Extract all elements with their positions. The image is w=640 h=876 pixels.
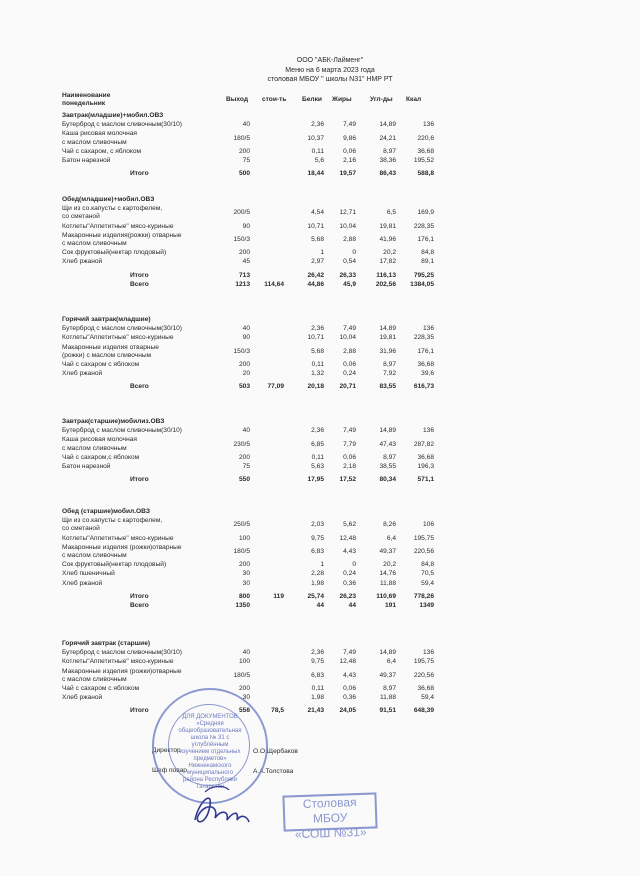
round-stamp-line: школа № 31 с углублённым bbox=[190, 735, 230, 748]
dish-carbs: 38,36 bbox=[379, 157, 396, 164]
dish-name: Бутерброд с маслом сливочным(30/10) bbox=[62, 649, 183, 657]
dish-kcal: 220,6 bbox=[417, 134, 434, 142]
dish-kcal: 106 bbox=[422, 521, 434, 529]
total-cost: 114,64 bbox=[264, 280, 284, 288]
director-role: Директор bbox=[152, 747, 181, 754]
dish-protein: 1,32 bbox=[311, 370, 324, 378]
dish-kcal: 136 bbox=[422, 427, 434, 435]
dish-name: Сок фруктовый(нектар плодовый) bbox=[62, 561, 167, 569]
dish-fat: 0,06 bbox=[343, 147, 356, 155]
dish-kcal: 136 bbox=[422, 121, 434, 129]
dish-protein: 4,54 bbox=[311, 209, 324, 217]
dish-carbs: 8,97 bbox=[383, 685, 396, 692]
dish-fat: 2,16 bbox=[343, 157, 356, 164]
dish-protein: 6,83 bbox=[311, 671, 324, 679]
dish-carbs: 47,43 bbox=[379, 440, 396, 448]
dish-carbs: 11,88 bbox=[379, 579, 396, 587]
total-fat: 45,9 bbox=[343, 280, 356, 288]
dish-protein: 1,98 bbox=[311, 694, 324, 702]
dish-name: Щи из со.капусты с картофелем, bbox=[62, 205, 163, 213]
rect-stamp-line-1: Столовая МБОУ bbox=[302, 795, 357, 826]
total-label: Всего bbox=[130, 602, 149, 609]
total-label: Всего bbox=[130, 280, 149, 288]
dish-fat: 2,88 bbox=[343, 347, 356, 355]
total-fat: 20,71 bbox=[339, 383, 356, 391]
dish-output: 180/5 bbox=[233, 134, 250, 142]
dish-output: 30 bbox=[242, 570, 250, 578]
dish-protein: 9,75 bbox=[311, 534, 324, 542]
dish-fat: 0 bbox=[352, 561, 356, 569]
dish-kcal: 287,82 bbox=[413, 440, 434, 448]
dish-name: Котлеты"Аппетитные" мясо-куриные bbox=[62, 534, 174, 542]
dish-fat: 12,71 bbox=[339, 209, 356, 217]
dish-output: 100 bbox=[238, 658, 250, 666]
total-kcal: 571,1 bbox=[417, 476, 434, 484]
dish-kcal: 84,8 bbox=[421, 561, 434, 569]
total-protein: 25,74 bbox=[307, 592, 324, 600]
dish-output: 40 bbox=[242, 649, 250, 657]
dish-carbs: 38,55 bbox=[379, 463, 396, 470]
col-output: Выход bbox=[226, 96, 249, 103]
total-kcal: 1349 bbox=[419, 602, 434, 609]
section-title: Горячий завтрак (старшие) bbox=[62, 640, 151, 647]
dish-protein: 0,11 bbox=[311, 361, 324, 368]
dish-output: 200 bbox=[238, 685, 250, 692]
total-kcal: 588,8 bbox=[417, 170, 434, 178]
dish-name: Хлеб ржаной bbox=[62, 258, 103, 266]
dish-fat: 5,62 bbox=[343, 521, 356, 529]
dish-protein: 6,85 bbox=[311, 440, 324, 448]
dish-name: Бутерброд с маслом сливочным(30/10) bbox=[62, 121, 183, 129]
dish-kcal: 195,52 bbox=[413, 157, 434, 164]
total-protein: 18,44 bbox=[307, 170, 324, 178]
dish-output: 200 bbox=[238, 561, 250, 569]
dish-fat: 0,24 bbox=[343, 570, 356, 578]
dish-kcal: 195,75 bbox=[413, 658, 434, 666]
total-kcal: 648,39 bbox=[413, 707, 434, 715]
dish-protein: 0,11 bbox=[311, 685, 324, 692]
dish-name: Макаронные изделия отварные bbox=[62, 343, 159, 351]
total-label: Итого bbox=[130, 271, 149, 279]
dish-protein: 0,11 bbox=[311, 147, 324, 155]
dish-kcal: 136 bbox=[422, 649, 434, 657]
total-output: 1213 bbox=[235, 280, 250, 288]
total-carbs: 91,51 bbox=[379, 707, 396, 715]
total-label: Всего bbox=[130, 383, 149, 391]
canteen-rect-stamp bbox=[282, 792, 377, 842]
dish-name: Батон нарезной bbox=[62, 463, 111, 470]
dish-carbs: 14,89 bbox=[379, 427, 396, 435]
director-name: О.О.Щербаков bbox=[253, 748, 298, 755]
col-kcal: Ккал bbox=[406, 96, 422, 103]
dish-protein: 5,6 bbox=[314, 157, 324, 164]
dish-name: Чай с сахаром,с яблоком bbox=[62, 453, 140, 461]
total-output: 500 bbox=[238, 170, 250, 178]
dish-name: Чай с сахаром, с яблоком bbox=[62, 147, 142, 155]
total-output: 800 bbox=[238, 592, 250, 600]
total-fat: 44 bbox=[348, 602, 356, 609]
dish-name: Каша рисовая молочная bbox=[62, 130, 137, 138]
dish-kcal: 36,68 bbox=[417, 361, 434, 368]
dish-output: 75 bbox=[242, 463, 250, 470]
dish-fat: 4,43 bbox=[343, 547, 356, 555]
dish-kcal: 220,56 bbox=[413, 547, 434, 555]
menu-date: Меню на 6 марта 2023 года bbox=[285, 67, 375, 74]
dish-kcal: 176,1 bbox=[417, 347, 434, 355]
dish-carbs: 6,4 bbox=[386, 534, 396, 542]
dish-carbs: 19,81 bbox=[379, 334, 396, 342]
dish-output: 45 bbox=[242, 258, 250, 266]
col-carbs: Угл-ды bbox=[370, 96, 393, 103]
total-protein: 44 bbox=[316, 602, 324, 609]
dish-protein: 5,68 bbox=[311, 235, 324, 243]
dish-output: 200 bbox=[238, 361, 250, 368]
dish-protein: 1 bbox=[320, 249, 324, 257]
dish-output: 75 bbox=[242, 157, 250, 164]
dish-name: Чай с сахаром с яблоком bbox=[62, 361, 140, 368]
dish-kcal: 89,1 bbox=[421, 258, 434, 266]
section-title: Завтрак(старшие)мобилиз.ОВЗ bbox=[62, 418, 165, 425]
dish-protein: 2,36 bbox=[311, 427, 324, 435]
dish-name: Котлеты"Аппетитные" мясо-куриные bbox=[62, 334, 174, 342]
dish-name: Чай с сахаром с яблоком bbox=[62, 685, 140, 692]
total-carbs: 86,43 bbox=[379, 170, 396, 178]
dish-carbs: 11,88 bbox=[379, 694, 396, 702]
col-day: понедельник bbox=[62, 100, 106, 107]
dish-name: со сметаной bbox=[62, 213, 100, 221]
dish-carbs: 17,82 bbox=[379, 258, 396, 266]
dish-output: 90 bbox=[242, 222, 250, 230]
total-output: 713 bbox=[238, 271, 250, 279]
dish-fat: 12,48 bbox=[339, 658, 356, 666]
dish-protein: 9,75 bbox=[311, 658, 324, 666]
canteen-name: столовая МБОУ " школы N31" НМР РТ bbox=[267, 76, 393, 83]
dish-name: Хлеб пшеничный bbox=[62, 570, 115, 578]
dish-protein: 10,71 bbox=[307, 222, 324, 230]
dish-kcal: 176,1 bbox=[417, 235, 434, 243]
total-kcal: 1384,05 bbox=[410, 280, 434, 288]
total-label: Итого bbox=[130, 592, 149, 600]
dish-output: 20 bbox=[242, 370, 250, 378]
total-carbs: 110,69 bbox=[376, 592, 396, 600]
total-protein: 21,43 bbox=[307, 707, 324, 715]
dish-fat: 7,79 bbox=[343, 440, 356, 448]
org-name: ООО "АБК-Лайменг" bbox=[296, 57, 364, 64]
dish-protein: 2,36 bbox=[311, 325, 324, 333]
dish-carbs: 24,21 bbox=[379, 134, 396, 142]
dish-fat: 0,06 bbox=[343, 453, 356, 461]
dish-protein: 10,37 bbox=[307, 134, 324, 142]
col-protein: Белки bbox=[302, 96, 322, 103]
dish-output: 40 bbox=[242, 325, 250, 333]
dish-carbs: 20,2 bbox=[383, 249, 396, 257]
dish-name: Бутерброд с маслом сливочным(30/10) bbox=[62, 325, 183, 333]
dish-name: Бутерброд с маслом сливочным(30/10) bbox=[62, 427, 183, 435]
dish-fat: 7,49 bbox=[343, 649, 356, 657]
dish-kcal: 84,8 bbox=[421, 249, 434, 257]
dish-name: Батон нарезной bbox=[62, 157, 111, 164]
round-stamp-line: Нижнекамского муниципального bbox=[187, 763, 233, 776]
total-output: 556 bbox=[238, 707, 250, 715]
dish-carbs: 6,4 bbox=[386, 658, 396, 666]
dish-carbs: 49,37 bbox=[379, 547, 396, 555]
dish-kcal: 59,4 bbox=[421, 579, 434, 587]
dish-fat: 2,18 bbox=[343, 463, 356, 470]
dish-output: 230/5 bbox=[233, 440, 250, 448]
dish-protein: 1,98 bbox=[311, 579, 324, 587]
dish-kcal: 70,5 bbox=[421, 570, 434, 578]
section-title: Обед(младшие)+мобил.ОВЗ bbox=[62, 196, 155, 203]
total-label: Итого bbox=[130, 707, 149, 715]
dish-output: 200 bbox=[238, 147, 250, 155]
dish-carbs: 8,97 bbox=[383, 453, 396, 461]
dish-output: 90 bbox=[242, 334, 250, 342]
round-stamp-line: общеобразовательная bbox=[178, 728, 242, 734]
total-output: 550 bbox=[238, 476, 250, 484]
total-cost: 77,09 bbox=[267, 383, 284, 391]
dish-carbs: 14,89 bbox=[379, 649, 396, 657]
dish-carbs: 49,37 bbox=[379, 671, 396, 679]
dish-protein: 6,83 bbox=[311, 547, 324, 555]
dish-protein: 1 bbox=[320, 561, 324, 569]
dish-output: 30 bbox=[242, 579, 250, 587]
dish-output: 200 bbox=[238, 249, 250, 257]
total-carbs: 116,13 bbox=[376, 271, 396, 279]
col-fat: Жиры bbox=[332, 96, 352, 103]
total-fat: 19,57 bbox=[339, 170, 356, 178]
dish-protein: 0,11 bbox=[311, 453, 324, 461]
dish-carbs: 19,81 bbox=[379, 222, 396, 230]
total-output: 503 bbox=[238, 383, 250, 391]
dish-fat: 0,36 bbox=[343, 694, 356, 702]
handwritten-signature bbox=[185, 780, 255, 832]
dish-carbs: 8,97 bbox=[383, 147, 396, 155]
col-cost: стои-ть bbox=[262, 96, 287, 103]
dish-name: Хлеб ржаной bbox=[62, 694, 103, 702]
dish-carbs: 41,96 bbox=[379, 235, 396, 243]
dish-output: 150/3 bbox=[233, 347, 250, 355]
dish-name: Макаронные изделия (рожки)отварные bbox=[62, 667, 182, 675]
dish-fat: 0 bbox=[352, 249, 356, 257]
total-cost: 119 bbox=[273, 592, 284, 600]
dish-output: 30 bbox=[242, 694, 250, 702]
total-fat: 26,23 bbox=[339, 592, 356, 600]
dish-fat: 9,86 bbox=[343, 134, 356, 142]
dish-name: с маслом сливочным bbox=[62, 675, 127, 683]
dish-kcal: 136 bbox=[422, 325, 434, 333]
section-title: Горячий завтрак(младшие) bbox=[62, 316, 151, 323]
total-protein: 44,86 bbox=[307, 280, 324, 288]
dish-name: Сок фруктовый(нектар плодовый) bbox=[62, 249, 167, 257]
dish-protein: 2,28 bbox=[311, 570, 324, 578]
dish-output: 250/5 bbox=[233, 521, 250, 529]
dish-output: 40 bbox=[242, 427, 250, 435]
dish-kcal: 228,35 bbox=[413, 222, 434, 230]
dish-name: Щи из со.капусты с картофелем, bbox=[62, 517, 163, 525]
dish-kcal: 39,6 bbox=[421, 370, 434, 378]
dish-protein: 5,68 bbox=[311, 347, 324, 355]
total-carbs: 83,55 bbox=[379, 383, 396, 391]
dish-protein: 2,97 bbox=[311, 258, 324, 266]
dish-carbs: 20,2 bbox=[383, 561, 396, 569]
dish-fat: 7,49 bbox=[343, 325, 356, 333]
section-title: Обед (старшие)мобил.ОВЗ bbox=[62, 508, 150, 515]
dish-carbs: 8,97 bbox=[383, 361, 396, 368]
dish-kcal: 59,4 bbox=[421, 694, 434, 702]
dish-carbs: 7,92 bbox=[383, 370, 396, 378]
dish-name: Котлеты"Аппетитные" мясо-куриные bbox=[62, 658, 174, 666]
dish-name: с маслом сливочным bbox=[62, 552, 127, 559]
dish-protein: 5,63 bbox=[311, 463, 324, 470]
dish-kcal: 36,68 bbox=[417, 147, 434, 155]
round-stamp-line: района Республики bbox=[182, 777, 238, 783]
dish-protein: 2,36 bbox=[311, 121, 324, 129]
dish-carbs: 14,76 bbox=[379, 570, 396, 578]
total-fat: 17,52 bbox=[339, 476, 356, 484]
dish-output: 180/5 bbox=[233, 547, 250, 555]
dish-name: Хлеб ржаной bbox=[62, 370, 103, 378]
col-name: Наименование bbox=[62, 92, 111, 99]
dish-carbs: 8,26 bbox=[383, 521, 396, 529]
dish-name: с маслом сливочным bbox=[62, 138, 127, 146]
dish-fat: 0,06 bbox=[343, 685, 356, 692]
dish-output: 150/3 bbox=[233, 235, 250, 243]
dish-fat: 0,54 bbox=[343, 258, 356, 266]
chef-role: Шеф повар bbox=[152, 767, 187, 774]
dish-protein: 2,36 bbox=[311, 649, 324, 657]
dish-output: 100 bbox=[238, 534, 250, 542]
rect-stamp-line-2: «СОШ №31» bbox=[294, 824, 367, 842]
section-title: Завтрак(младшие)+мобил.ОВЗ bbox=[62, 112, 164, 119]
total-kcal: 778,26 bbox=[413, 592, 434, 600]
round-stamp-line: изучением отдельных предметов» bbox=[179, 749, 241, 762]
dish-fat: 7,49 bbox=[343, 121, 356, 129]
dish-kcal: 169,9 bbox=[417, 209, 434, 217]
dish-fat: 0,06 bbox=[343, 361, 356, 368]
dish-kcal: 220,56 bbox=[413, 671, 434, 679]
total-fat: 24,05 bbox=[339, 707, 356, 715]
dish-fat: 4,43 bbox=[343, 671, 356, 679]
dish-fat: 0,36 bbox=[343, 579, 356, 587]
total-carbs: 202,56 bbox=[375, 280, 396, 288]
dish-fat: 7,49 bbox=[343, 427, 356, 435]
dish-protein: 2,03 bbox=[311, 521, 324, 529]
dish-name: Хлеб ржаной bbox=[62, 579, 103, 587]
total-fat: 26,33 bbox=[339, 271, 356, 279]
dish-fat: 12,48 bbox=[339, 534, 356, 542]
dish-carbs: 31,96 bbox=[379, 347, 396, 355]
dish-name: с маслом сливочным bbox=[62, 240, 127, 247]
dish-kcal: 36,68 bbox=[417, 685, 434, 692]
dish-name: со сметаной bbox=[62, 525, 100, 533]
total-output: 1350 bbox=[235, 602, 250, 609]
dish-name: Макаронные изделия(рожки) отварные bbox=[62, 231, 182, 239]
dish-carbs: 14,89 bbox=[379, 325, 396, 333]
total-carbs: 80,34 bbox=[379, 476, 396, 484]
total-protein: 17,95 bbox=[307, 476, 324, 484]
dish-name: с маслом сливочным bbox=[62, 444, 127, 452]
dish-output: 40 bbox=[242, 121, 250, 129]
dish-kcal: 228,35 bbox=[413, 334, 434, 342]
round-stamp-line: «Средняя bbox=[196, 721, 224, 727]
total-label: Итого bbox=[130, 476, 149, 484]
dish-output: 180/5 bbox=[233, 671, 250, 679]
dish-kcal: 195,75 bbox=[413, 534, 434, 542]
dish-name: Макаронные изделия (рожки)отварные bbox=[62, 543, 182, 551]
dish-carbs: 6,5 bbox=[386, 209, 396, 217]
total-protein: 20,18 bbox=[307, 383, 324, 391]
dish-name: Котлеты"Аппетитные" мясо-куриные bbox=[62, 222, 174, 230]
round-stamp-line: ДЛЯ ДОКУМЕНТОВ bbox=[182, 714, 238, 720]
dish-kcal: 196,3 bbox=[417, 463, 434, 470]
dish-fat: 10,04 bbox=[339, 334, 356, 342]
total-protein: 26,42 bbox=[307, 271, 324, 279]
total-carbs: 191 bbox=[384, 602, 396, 609]
dish-carbs: 14,89 bbox=[379, 121, 396, 129]
round-stamp-line: Татарстан bbox=[195, 784, 225, 790]
total-kcal: 795,25 bbox=[413, 271, 434, 279]
dish-fat: 0,24 bbox=[343, 370, 356, 378]
dish-fat: 10,04 bbox=[339, 222, 356, 230]
total-cost: 78,5 bbox=[271, 707, 284, 715]
dish-protein: 10,71 bbox=[307, 334, 324, 342]
chef-name: А.А.Толстова bbox=[253, 768, 294, 775]
dish-name: (рожки) с маслом сливочным bbox=[62, 351, 152, 359]
dish-kcal: 36,68 bbox=[417, 453, 434, 461]
dish-output: 200 bbox=[238, 453, 250, 461]
dish-name: Каша рисовая молочная bbox=[62, 436, 137, 444]
dish-output: 200/5 bbox=[233, 209, 250, 217]
total-kcal: 616,73 bbox=[413, 383, 434, 391]
total-label: Итого bbox=[130, 170, 149, 178]
dish-fat: 2,88 bbox=[343, 235, 356, 243]
